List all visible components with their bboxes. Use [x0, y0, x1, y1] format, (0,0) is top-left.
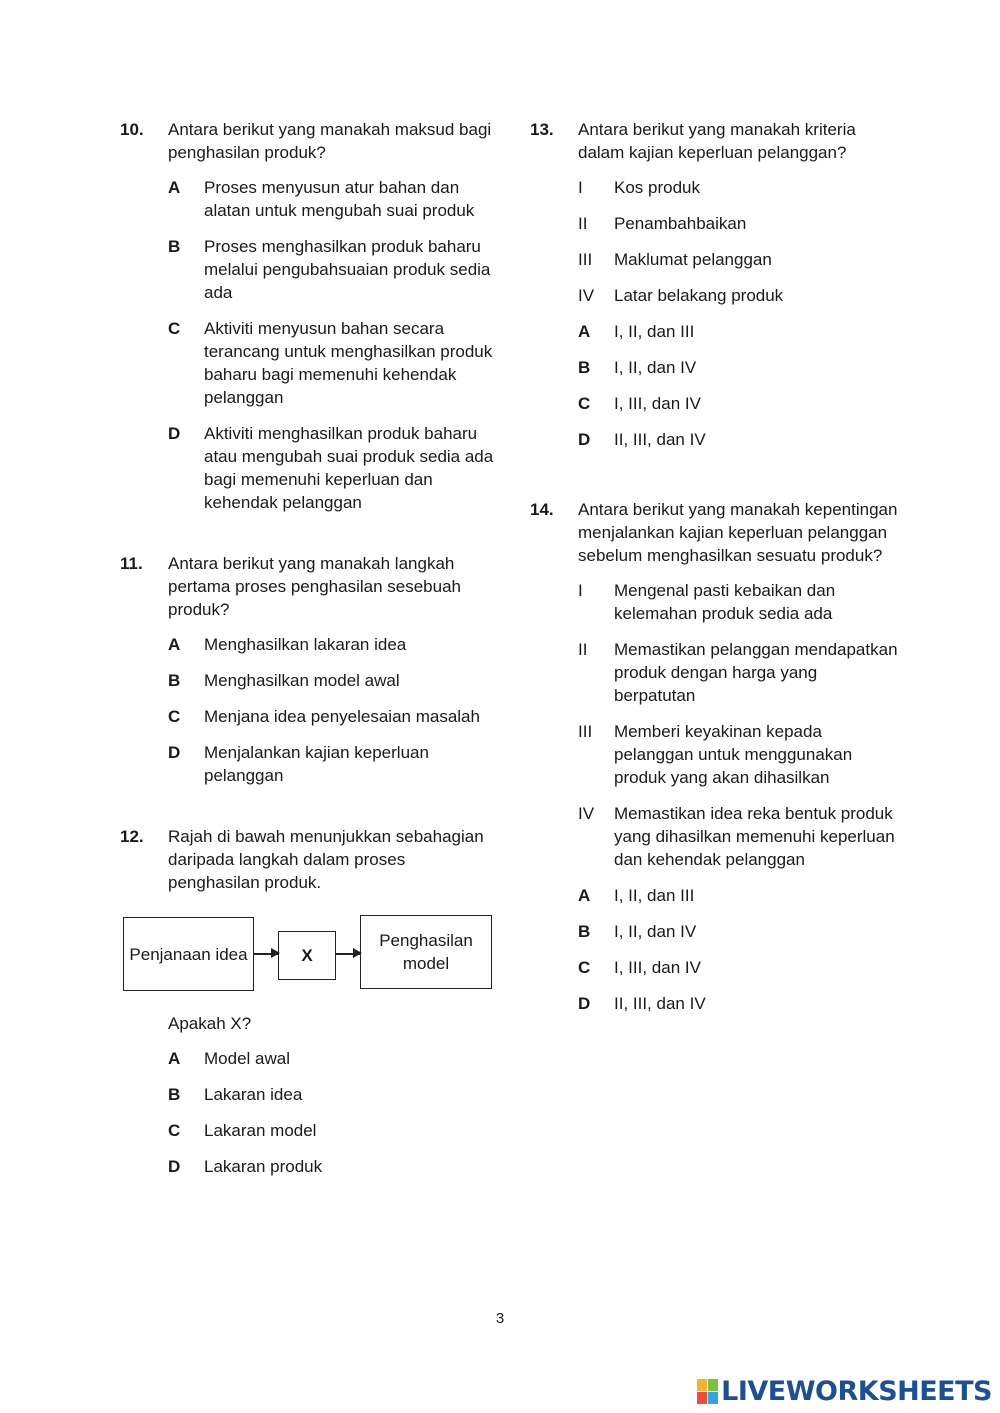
option-text: I, III, dan IV	[614, 394, 701, 413]
question-14	[530, 498, 900, 1015]
statement-text: Kos produk	[614, 178, 700, 197]
option-text: Lakaran produk	[204, 1157, 323, 1176]
statement-text: Memastikan pelanggan mendapatkan produk dengan harga yang berpatutan	[614, 640, 898, 705]
option-key: D	[168, 743, 181, 762]
option-text: II, III, dan IV	[614, 994, 706, 1013]
statement-iii	[578, 248, 900, 271]
option-key: B	[578, 358, 591, 377]
option-key: A	[168, 178, 181, 197]
option-c[interactable]	[168, 705, 500, 728]
sub-question: Apakah X?	[168, 1014, 252, 1033]
option-a[interactable]	[168, 1047, 500, 1070]
option-c[interactable]	[578, 956, 900, 979]
option-d[interactable]	[578, 428, 900, 451]
left-column	[120, 118, 500, 1191]
diagram-box-penghasilan-model	[360, 915, 492, 989]
statement-key: III	[578, 722, 593, 741]
option-c[interactable]	[168, 1119, 500, 1142]
statement-text: Memberi keyakinan kepada pelanggan untuk menggunakan produk yang akan dihasilkan	[614, 722, 853, 787]
question-number: 13.	[530, 120, 554, 139]
logo-cell-3	[697, 1392, 707, 1404]
process-diagram	[120, 912, 500, 1002]
option-key: A	[578, 886, 591, 905]
option-key: B	[578, 922, 591, 941]
question-12-options	[168, 1047, 500, 1178]
option-text: I, II, dan III	[614, 322, 695, 341]
option-d[interactable]	[168, 741, 500, 787]
option-text: Proses menghasilkan produk baharu melalui pengubahsuaian produk sedia ada	[204, 237, 491, 302]
option-key: D	[578, 430, 591, 449]
statement-ii	[578, 212, 900, 235]
option-key: B	[168, 671, 181, 690]
logo-cell-1	[697, 1379, 707, 1391]
question-14-statements	[578, 579, 900, 1015]
statement-key: IV	[578, 804, 595, 823]
option-a[interactable]	[168, 176, 500, 222]
option-key: D	[578, 994, 591, 1013]
option-a[interactable]	[578, 320, 900, 343]
option-text: I, II, dan IV	[614, 358, 697, 377]
statement-key: III	[578, 250, 593, 269]
option-a[interactable]	[578, 884, 900, 907]
statement-text: Penambahbaikan	[614, 214, 747, 233]
option-key: D	[168, 1157, 181, 1176]
diagram-box-label: Penjanaan idea	[129, 944, 248, 964]
option-b[interactable]	[168, 1083, 500, 1106]
brand-watermark[interactable]	[697, 1376, 992, 1407]
question-text: Antara berikut yang manakah langkah pertama proses penghasilan sesebuah produk?	[168, 554, 461, 619]
statement-iv	[578, 802, 900, 871]
question-10-stem	[120, 118, 500, 164]
option-text: I, II, dan III	[614, 886, 695, 905]
option-text: Model awal	[204, 1049, 290, 1068]
right-column	[530, 118, 900, 1028]
statement-i	[578, 176, 900, 199]
statement-key: I	[578, 581, 583, 600]
question-13-statements	[578, 176, 900, 451]
option-key: C	[578, 958, 591, 977]
statement-iv	[578, 284, 900, 307]
question-11	[120, 552, 500, 787]
option-a[interactable]	[168, 633, 500, 656]
option-key: B	[168, 1085, 181, 1104]
option-key: A	[578, 322, 591, 341]
statement-key: IV	[578, 286, 595, 305]
diagram-box-label: Penghasilan model	[379, 931, 473, 973]
option-key: B	[168, 237, 181, 256]
logo-cell-4	[708, 1392, 718, 1404]
option-d[interactable]	[168, 1155, 500, 1178]
diagram-arrow	[336, 953, 360, 955]
question-12	[120, 825, 500, 1178]
option-b[interactable]	[578, 920, 900, 943]
statement-ii	[578, 638, 900, 707]
option-text: II, III, dan IV	[614, 430, 706, 449]
liveworksheets-logo-icon	[697, 1379, 718, 1404]
diagram-box-penjanaan-idea	[123, 917, 254, 991]
question-10	[120, 118, 500, 514]
question-13-stem	[530, 118, 900, 164]
option-key: C	[168, 319, 181, 338]
question-text: Antara berikut yang manakah kriteria dalam kajian keperluan pelanggan?	[578, 120, 856, 162]
question-11-stem	[120, 552, 500, 621]
option-d[interactable]	[578, 992, 900, 1015]
option-key: C	[168, 1121, 181, 1140]
statement-text: Mengenal pasti kebaikan dan kelemahan produk sedia ada	[614, 581, 836, 623]
diagram-box-x	[278, 931, 336, 980]
question-text: Antara berikut yang manakah kepentingan menjalankan kajian keperluan pelanggan sebelum menghasilkan sesuatu produk?	[578, 500, 898, 565]
option-b[interactable]	[168, 669, 500, 692]
statement-key: I	[578, 178, 583, 197]
option-text: I, II, dan IV	[614, 922, 697, 941]
option-text: Menghasilkan model awal	[204, 671, 400, 690]
question-10-options	[168, 176, 500, 514]
option-text: Aktiviti menyusun bahan secara terancang untuk menghasilkan produk baharu bagi memenuhi kehendak pelanggan	[204, 319, 493, 407]
question-number: 11.	[120, 554, 143, 573]
brand-name: LIVEWORKSHEETS	[721, 1376, 992, 1407]
option-text: Lakaran idea	[204, 1085, 303, 1104]
option-c[interactable]	[578, 392, 900, 415]
option-key: C	[578, 394, 591, 413]
statement-text: Latar belakang produk	[614, 286, 784, 305]
option-text: Menjalankan kajian keperluan pelanggan	[204, 743, 429, 785]
statement-i	[578, 579, 900, 625]
option-key: C	[168, 707, 181, 726]
option-text: I, III, dan IV	[614, 958, 701, 977]
option-text: Aktiviti menghasilkan produk baharu atau mengubah suai produk sedia ada bagi memenuhi keperluan dan kehendak pelanggan	[204, 424, 494, 512]
question-number: 12.	[120, 827, 144, 846]
question-text: Antara berikut yang manakah maksud bagi penghasilan produk?	[168, 120, 492, 162]
question-11-options	[168, 633, 500, 787]
page-number: 3	[495, 1310, 505, 1327]
question-number: 10.	[120, 120, 144, 139]
option-b[interactable]	[578, 356, 900, 379]
question-13	[530, 118, 900, 451]
statement-text: Maklumat pelanggan	[614, 250, 772, 269]
statement-key: II	[578, 640, 588, 659]
question-text: Rajah di bawah menunjukkan sebahagian daripada langkah dalam proses penghasilan produk.	[168, 827, 484, 892]
option-key: D	[168, 424, 181, 443]
option-text: Proses menyusun atur bahan dan alatan untuk mengubah suai produk	[204, 178, 475, 220]
option-text: Lakaran model	[204, 1121, 317, 1140]
option-key: A	[168, 1049, 181, 1068]
question-12-stem	[120, 825, 500, 894]
diagram-arrow	[254, 953, 278, 955]
option-d[interactable]	[168, 422, 500, 514]
statement-text: Memastikan idea reka bentuk produk yang dihasilkan memenuhi keperluan dan kehendak pelanggan	[614, 804, 895, 869]
option-b[interactable]	[168, 235, 500, 304]
statement-key: II	[578, 214, 588, 233]
option-c[interactable]	[168, 317, 500, 409]
question-number: 14.	[530, 500, 554, 519]
statement-iii	[578, 720, 900, 789]
option-text: Menghasilkan lakaran idea	[204, 635, 407, 654]
diagram-box-label: X	[301, 946, 313, 965]
option-key: A	[168, 635, 181, 654]
logo-cell-2	[708, 1379, 718, 1391]
question-14-stem	[530, 498, 900, 567]
option-text: Menjana idea penyelesaian masalah	[204, 707, 480, 726]
